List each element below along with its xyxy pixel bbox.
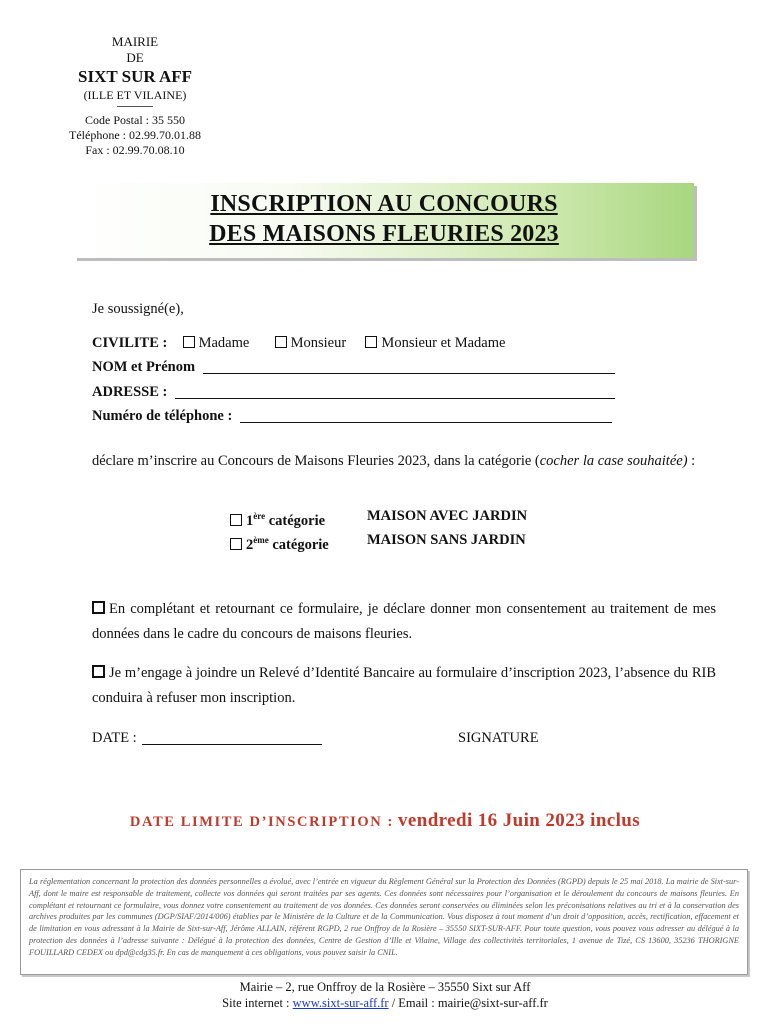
date-row <box>92 729 322 747</box>
civilite-madame[interactable]: Madame <box>183 335 250 351</box>
deadline <box>72 810 698 832</box>
signature-label: SIGNATURE <box>458 730 539 746</box>
telephone: Téléphone : 02.99.70.01.88 <box>69 128 201 142</box>
website-link[interactable]: www.sixt-sur-aff.fr <box>292 996 389 1010</box>
checkbox-icon[interactable] <box>275 336 287 348</box>
de-label: DE <box>126 50 144 65</box>
consent-data: En complétant et retournant ce formulaire, je déclare donner mon consentement au traitement de mes données dans le cadre du concours de maisons fleuries. <box>92 601 716 642</box>
date-label: DATE : <box>92 730 137 746</box>
category-1-type: MAISON AVEC JARDIN <box>367 508 528 524</box>
civilite-row <box>92 334 712 352</box>
civilite-monsieur-et-madame[interactable]: Monsieur et Madame <box>365 335 505 351</box>
checkbox-icon[interactable] <box>92 665 105 678</box>
declaration-text: déclare m’inscrire au Concours de Maisons Fleuries 2023, dans la catégorie (cocher la case souhaitée) : <box>92 453 696 469</box>
checkbox-icon[interactable] <box>92 601 105 614</box>
category-1[interactable]: 1ère catégorie <box>230 507 325 530</box>
code-postal: Code Postal : 35 550 <box>84 113 185 127</box>
rgpd-text: La réglementation concernant la protection des données personnelles a évolué, avec l’entrée en vigueur du Règlement Général sur la Protection des Données (RGPD) depuis le 25 mai 2018. La mairie de Sixt-sur-Aff, dont le maire est responsable de traitement, collecte vos données qui seront traitées par ses agents. Ces données sont nécessaires pour l’organisation et le déroulement du concours de maisons fleuries. En complétant et retournant ce formulaire, vous donnez votre consentement au traitement de vos données. Ces données seront conservées ou éliminées selon les préconisations relatives au tri et à la conservation des archives produites par les communes (DGP/SIAF/2014/006) établies par le Ministère de la Culture et de la Communication. Vous disposez à tout moment d’un droit d’opposition, accès, rectification, effacement et de limitation en vous adressant à la Mairie de Sixt-sur-Aff, Jérôme ALLAIN, référent RGPD, 2 rue Onffroy de la Rosière – 35550 SIXT-SUR-AFF. Pour toute question, vous pouvez vous adresser au délégué à la protection des données à l’adresse suivante : Délégué à la protection des données, Centre de Gestion d’Ille et Vilaine, Village des collectivités territoriales, 1 avenue de Tizé, CS 13600, 35236 THORIGNE FOUILLARD CEDEX ou dpd@cdg35.fr. En cas de manquement à ces obligations, vous pouvez saisir la CNIL. <box>29 877 739 957</box>
mairie-header <box>30 34 240 158</box>
rgpd-notice <box>20 869 748 975</box>
footer <box>0 979 770 1011</box>
intro-text: Je soussigné(e), <box>92 301 184 317</box>
title-box <box>74 183 694 258</box>
nom-label: NOM et Prénom <box>92 359 196 375</box>
checkbox-icon[interactable] <box>230 538 242 550</box>
title-line-1: INSCRIPTION AU CONCOURS <box>210 191 558 217</box>
adresse-row <box>92 383 622 401</box>
footer-address: Mairie – 2, rue Onffroy de la Rosière – 35550 Sixt sur Aff <box>239 980 531 994</box>
checkbox-icon[interactable] <box>365 336 377 348</box>
fax: Fax : 02.99.70.08.10 <box>85 143 185 157</box>
mairie-label: MAIRIE <box>111 34 159 49</box>
telephone-row <box>92 407 622 425</box>
category-2[interactable]: 2ème catégorie <box>230 531 329 554</box>
consent-rib: Je m’engage à joindre un Relevé d’Identité Bancaire au formulaire d’inscription 2023, l’absence du RIB conduira à refuser mon inscription. <box>92 665 716 706</box>
commune-name: SIXT SUR AFF <box>78 67 192 86</box>
category-2-type: MAISON SANS JARDIN <box>367 532 526 548</box>
adresse-field[interactable] <box>175 384 615 399</box>
footer-contact: Site internet : www.sixt-sur-aff.fr / Email : mairie@sixt-sur-aff.fr <box>222 996 548 1010</box>
deadline-value: vendredi 16 Juin 2023 inclus <box>398 810 641 831</box>
title-line-2: DES MAISONS FLEURIES 2023 <box>209 221 559 247</box>
checkbox-icon[interactable] <box>230 514 242 526</box>
header-divider <box>117 106 153 107</box>
civilite-monsieur[interactable]: Monsieur <box>275 335 347 351</box>
checkbox-icon[interactable] <box>183 336 195 348</box>
telephone-field[interactable] <box>240 408 612 423</box>
departement-label: (ILLE ET VILAINE) <box>83 88 187 102</box>
date-field[interactable] <box>142 730 322 745</box>
telephone-label: Numéro de téléphone : <box>92 408 233 424</box>
nom-field[interactable] <box>203 359 615 374</box>
nom-row <box>92 358 622 376</box>
adresse-label: ADRESSE : <box>92 384 168 400</box>
civilite-label: CIVILITE : <box>92 335 168 351</box>
deadline-label: DATE LIMITE D’INSCRIPTION : <box>129 814 394 830</box>
